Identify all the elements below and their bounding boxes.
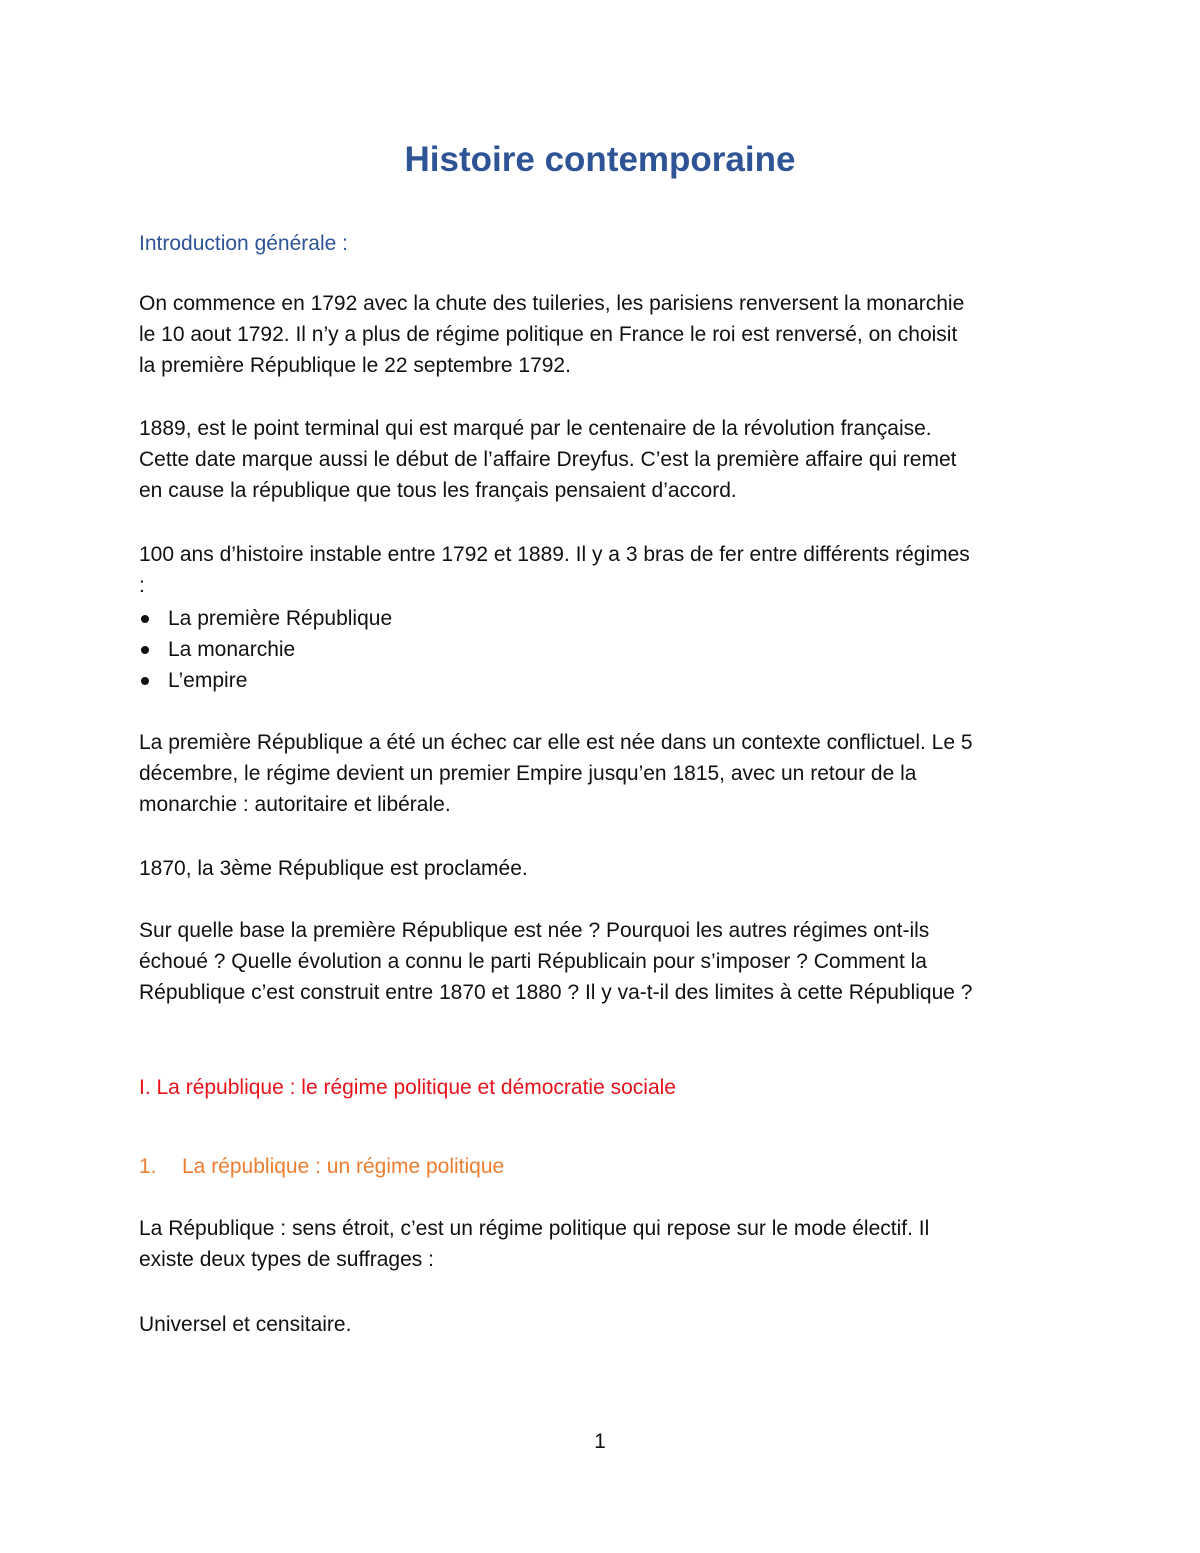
paragraph-2-line: 1889, est le point terminal qui est marqué par le centenaire de la révolution française. — [139, 417, 932, 440]
paragraph-2-line: en cause la république que tous les français pensaient d’accord. — [139, 479, 737, 502]
paragraph-8 — [139, 1309, 1069, 1340]
list-item-label: L’empire — [168, 669, 248, 692]
paragraph-3-line: : — [139, 574, 145, 597]
page-number: 1 — [594, 1430, 606, 1453]
paragraph-5-line: 1870, la 3ème République est proclamée. — [139, 857, 528, 880]
intro-heading: Introduction générale : — [139, 232, 348, 255]
list-item-label: La première République — [168, 607, 393, 630]
bullet-icon — [141, 646, 149, 654]
regime-list — [139, 603, 392, 696]
paragraph-4-line: monarchie : autoritaire et libérale. — [139, 793, 451, 816]
paragraph-4-line: décembre, le régime devient un premier Empire jusqu’en 1815, avec un retour de la — [139, 762, 917, 785]
bullet-icon — [141, 615, 149, 623]
section-heading: I. La république : le régime politique et démocratie sociale — [139, 1076, 676, 1099]
paragraph-3-line: 100 ans d’histoire instable entre 1792 et 1889. Il y a 3 bras de fer entre différents régimes — [139, 543, 970, 566]
paragraph-2-line: Cette date marque aussi le début de l’affaire Dreyfus. C’est la première affaire qui remet — [139, 448, 957, 471]
paragraph-7-line: existe deux types de suffrages : — [139, 1248, 434, 1271]
paragraph-3 — [139, 539, 1069, 601]
document-title: Histoire contemporaine — [404, 140, 796, 179]
list-item — [139, 665, 392, 696]
paragraph-6 — [139, 915, 1069, 1008]
bullet-icon — [141, 677, 149, 685]
paragraph-1-line: le 10 aout 1792. Il n’y a plus de régime politique en France le roi est renversé, on choisit — [139, 323, 958, 346]
paragraph-7 — [139, 1213, 1069, 1275]
sub-heading-number: 1. — [139, 1155, 157, 1178]
list-item — [139, 603, 392, 634]
paragraph-4-line: La première République a été un échec car elle est née dans un contexte conflictuel. Le 5 — [139, 731, 973, 754]
list-item — [139, 634, 392, 665]
paragraph-6-line: République c’est construit entre 1870 et 1880 ? Il y va-t-il des limites à cette République ? — [139, 981, 973, 1004]
sub-heading — [139, 1152, 504, 1182]
paragraph-5 — [139, 853, 1069, 884]
paragraph-1-line: la première République le 22 septembre 1792. — [139, 354, 571, 377]
sub-heading-text: La république : un régime politique — [182, 1155, 505, 1178]
paragraph-7-line: La République : sens étroit, c’est un régime politique qui repose sur le mode électif. Il — [139, 1217, 930, 1240]
paragraph-6-line: échoué ? Quelle évolution a connu le parti Républicain pour s’imposer ? Comment la — [139, 950, 927, 973]
paragraph-1 — [139, 288, 1069, 381]
list-item-label: La monarchie — [168, 638, 296, 661]
paragraph-1-line: On commence en 1792 avec la chute des tuileries, les parisiens renversent la monarchie — [139, 292, 965, 315]
paragraph-2 — [139, 413, 1069, 506]
paragraph-4 — [139, 727, 1069, 820]
paragraph-8-line: Universel et censitaire. — [139, 1313, 352, 1336]
paragraph-6-line: Sur quelle base la première République est née ? Pourquoi les autres régimes ont-ils — [139, 919, 930, 942]
